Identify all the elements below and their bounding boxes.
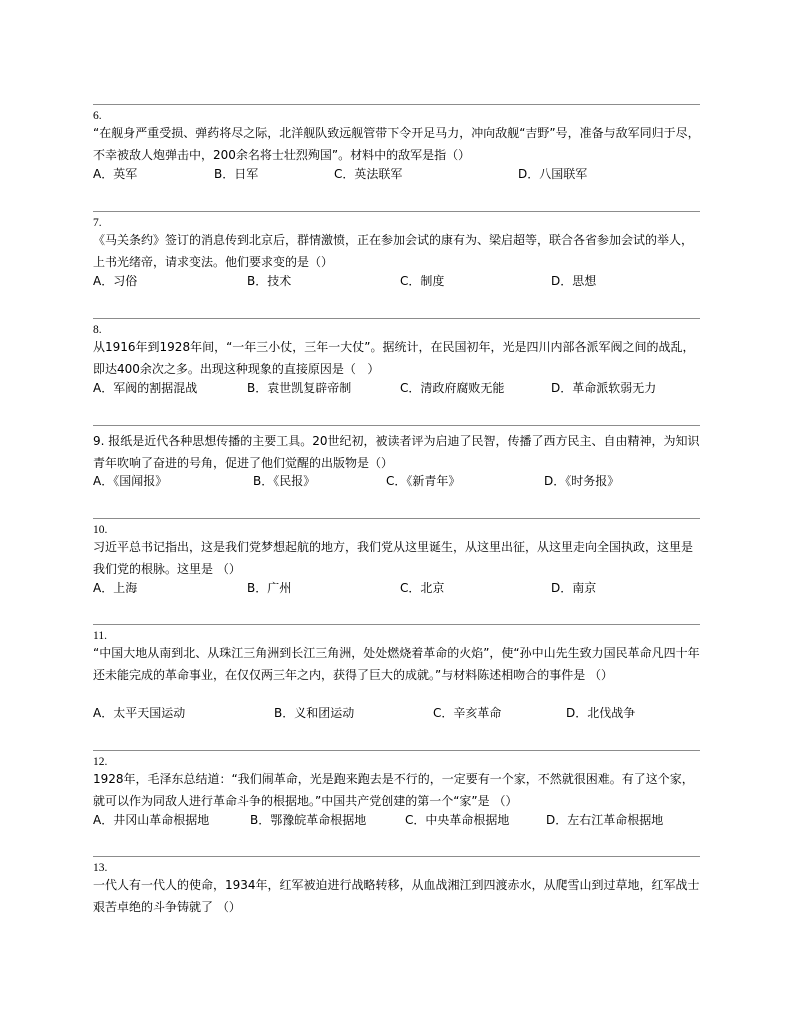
option-c[interactable]: C．制度 (400, 274, 445, 288)
question-stem: 从1916年到1928年间，“一年三小仗，三年一大仗”。据统计，在民国初年，光是四川内部各派军阀之间的战乱，即达400余次之多。出现这种现象的直接原因是（ ） (93, 340, 695, 376)
option-d[interactable]: D．《时务报》 (544, 474, 620, 488)
option-b[interactable]: B．日军 (214, 167, 259, 181)
option-c[interactable]: C．辛亥革命 (433, 706, 502, 720)
option-b[interactable]: B．鄂豫皖革命根据地 (250, 813, 367, 827)
question-stem (93, 430, 701, 474)
question-number: 10. (93, 524, 108, 536)
option-b[interactable]: B．《民报》 (253, 474, 316, 488)
option-a[interactable]: A．英军 (93, 167, 138, 181)
divider (93, 425, 700, 426)
divider (93, 518, 700, 519)
question-number: 12. (93, 756, 108, 768)
option-a[interactable]: A．太平天国运动 (93, 706, 186, 720)
option-b[interactable]: B．技术 (247, 274, 292, 288)
question-stem-text: 报纸是近代各种思想传播的主要工具。20世纪初，被读者评为启迪了民智，传播了西方民主、自由精神，为知识青年吹响了奋进的号角，促进了他们觉醒的出版物是（） (93, 434, 700, 470)
question-number: 7. (93, 217, 102, 229)
question-stem: 《马关条约》签订的消息传到北京后，群情激愤，正在参加会试的康有为、梁启超等，联合各省参加会试的举人，上书光绪帝，请求变法。他们要求变的是（） (93, 233, 694, 269)
divider (93, 624, 700, 625)
option-d[interactable]: D．左右江革命根据地 (546, 813, 664, 827)
option-d[interactable]: D．革命派软弱无力 (551, 381, 657, 395)
option-a[interactable]: A．上海 (93, 581, 138, 595)
option-d[interactable]: D．北伐战争 (566, 706, 636, 720)
divider (93, 211, 700, 212)
option-d[interactable]: D．思想 (551, 274, 597, 288)
question-number: 6. (93, 110, 102, 122)
option-a[interactable]: A．军阀的割据混战 (93, 381, 198, 395)
question-number: 11. (93, 630, 107, 642)
option-b[interactable]: B．义和团运动 (274, 706, 355, 720)
divider (93, 750, 700, 751)
option-c[interactable]: C．清政府腐败无能 (400, 381, 505, 395)
option-a[interactable]: A．习俗 (93, 274, 138, 288)
option-d[interactable]: D．南京 (551, 581, 597, 595)
question-number: 8. (93, 324, 102, 336)
question-number: 9. (93, 434, 105, 448)
option-c[interactable]: C．英法联军 (334, 167, 403, 181)
question-stem: 一代人有一代人的使命，1934年，红军被迫进行战略转移，从血战湘江到四渡赤水，从爬雪山到过草地，红军战士艰苦卓绝的斗争铸就了 （） (93, 878, 700, 914)
question-stem: “在舰身严重受损、弹药将尽之际，北洋舰队致远舰管带下令开足马力，冲向敌舰“吉野”号，准备与敌军同归于尽，不幸被敌人炮弹击中，200余名将士壮烈殉国”。材料中的敌军是指（） (93, 126, 700, 162)
option-b[interactable]: B．袁世凯复辟帝制 (247, 381, 352, 395)
option-c[interactable]: C．中央革命根据地 (405, 813, 510, 827)
divider (93, 104, 700, 105)
option-a[interactable]: A．井冈山革命根据地 (93, 813, 210, 827)
divider (93, 318, 700, 319)
option-d[interactable]: D．八国联军 (518, 167, 588, 181)
option-a[interactable]: A．《国闻报》 (93, 474, 168, 488)
divider (93, 856, 700, 857)
question-stem: 1928年，毛泽东总结道：“我们闹革命，光是跑来跑去是不行的，一定要有一个家，不然就很困难。有了这个家，就可以作为同敌人进行革命斗争的根据地。”中国共产党创建的第一个“家”是 （） (93, 772, 694, 808)
option-b[interactable]: B．广州 (247, 581, 292, 595)
question-stem: 习近平总书记指出，这是我们党梦想起航的地方，我们党从这里诞生，从这里出征，从这里走向全国执政，这里是我们党的根脉。这里是 （） (93, 540, 694, 576)
option-c[interactable]: C．北京 (400, 581, 445, 595)
question-stem: “中国大地从南到北、从珠江三角洲到长江三角洲，处处燃烧着革命的火焰”，使“孙中山先生致力国民革命凡四十年还未能完成的革命事业，在仅仅两三年之内，获得了巨大的成就。”与材料陈述相吻合的事件是 （） (93, 646, 700, 682)
option-c[interactable]: C．《新青年》 (386, 474, 461, 488)
question-number: 13. (93, 862, 108, 874)
